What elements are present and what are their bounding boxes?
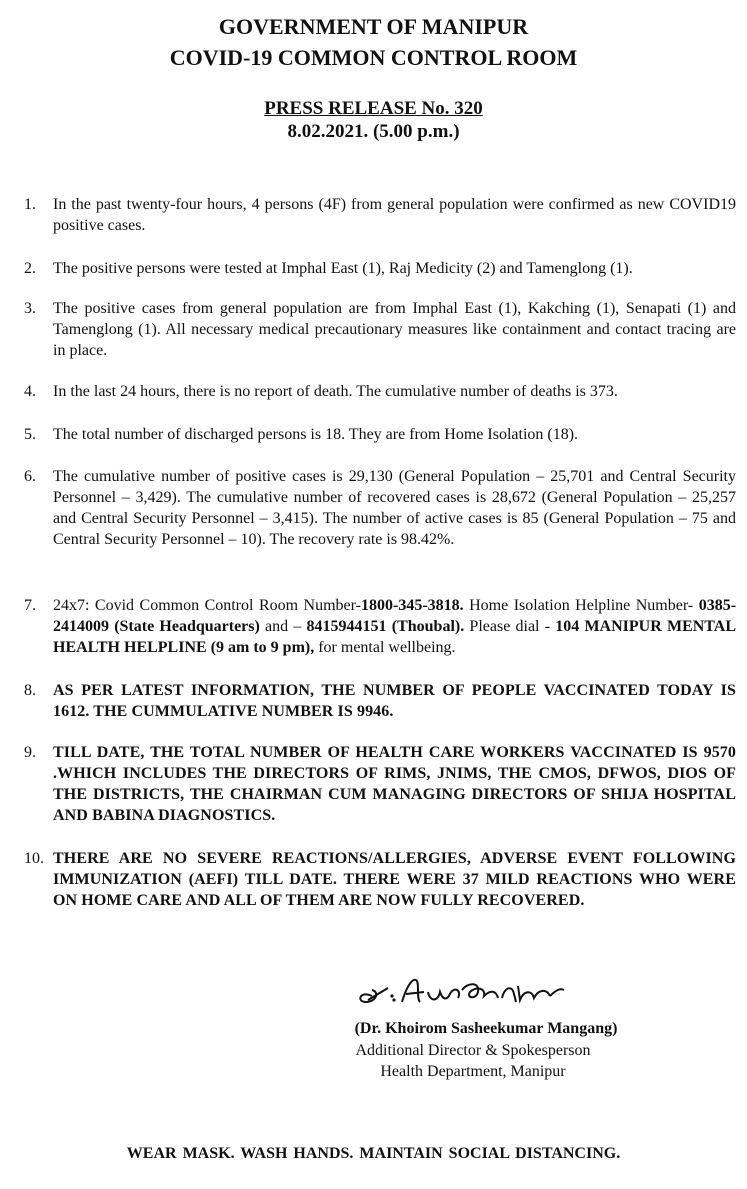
- list-item-2: [24, 258, 736, 279]
- helpline-text-3: and –: [259, 618, 307, 635]
- helpline-text-1: 24x7: Covid Common Control Room Number-: [53, 597, 361, 614]
- header-control-room: COVID-19 COMMON CONTROL ROOM: [169, 45, 578, 70]
- footer-slogan: WEAR MASK. WASH HANDS. MAINTAIN SOCIAL DISTANCING.: [126, 1145, 621, 1162]
- list-item-7: [24, 595, 736, 658]
- item-number: 6.: [24, 468, 36, 485]
- item-number: 10.: [24, 850, 44, 867]
- item-text: AS PER LATEST INFORMATION, THE NUMBER OF PEOPLE VACCINATED TODAY IS 1612. THE CUMMULATIVE NUMBER IS 9946.: [53, 682, 736, 720]
- press-release-number: [0, 98, 747, 120]
- press-release-date: 8.02.2021. (5.00 p.m.): [287, 121, 460, 142]
- control-room-number: 1800-345-3818.: [360, 597, 464, 614]
- state-hq-number: 0385-2414009 (State Headquarters): [53, 597, 737, 635]
- list-item-5: [24, 424, 736, 445]
- mental-health-helpline: 104 MANIPUR MENTAL HEALTH HELPLINE (9 am to 9 pm),: [53, 618, 736, 656]
- item-text: The positive persons were tested at Imphal East (1), Raj Medicity (2) and Tamenglong (1).: [53, 260, 633, 277]
- item-text: In the last 24 hours, there is no report of death. The cumulative number of deaths is 373.: [53, 383, 618, 400]
- list-item-9: [24, 742, 736, 826]
- item-number: 3.: [24, 300, 36, 317]
- helpline-text-5: for mental wellbeing.: [314, 639, 456, 656]
- item-text: [53, 595, 736, 658]
- list-item-8: [24, 680, 736, 722]
- signatory-name: (Dr. Khoirom Sasheekumar Mangang): [354, 1020, 618, 1037]
- header-government: GOVERNMENT OF MANIPUR: [218, 14, 529, 39]
- item-number: 2.: [24, 260, 36, 277]
- list-item-3: [24, 298, 736, 361]
- signatory-title: Additional Director & Spokesperson: [355, 1042, 591, 1059]
- item-number: 9.: [24, 744, 36, 761]
- list-item-10: [24, 848, 736, 911]
- item-number: 7.: [24, 597, 36, 614]
- item-text: The cumulative number of positive cases is 29,130 (General Population – 25,701 and Central Security Personnel – 3,429). The cumulative number of recovered cases is 28,672 (General Population – 25,257 and Central Security Personnel – 3,415). The number of active cases is 85 (General Population – 75 and Central Security Personnel – 10). The recovery rate is 98.42%.: [53, 468, 736, 548]
- helpline-text-2: Home Isolation Helpline Number-: [463, 597, 699, 614]
- item-number: 1.: [24, 196, 36, 213]
- item-number: 8.: [24, 682, 36, 699]
- list-item-6: [24, 466, 736, 550]
- item-text: In the past twenty-four hours, 4 persons (4F) from general population were confirmed as new COVID19 positive cases.: [53, 196, 736, 234]
- item-number: 5.: [24, 426, 36, 443]
- item-text: The positive cases from general population are from Imphal East (1), Kakching (1), Senapati (1) and Tamenglong (1). All necessary medical precautionary measures like containment and contact tracing are in place.: [53, 300, 736, 359]
- list-item-4: [24, 381, 736, 402]
- item-text: The total number of discharged persons is 18. They are from Home Isolation (18).: [53, 426, 579, 443]
- signatory-department: Health Department, Manipur: [380, 1063, 566, 1080]
- item-number: 4.: [24, 383, 36, 400]
- signature-image: [350, 968, 590, 1012]
- press-release-number-text: PRESS RELEASE No. 320: [264, 98, 483, 119]
- thoubal-number: 8415944151 (Thoubal).: [306, 618, 465, 635]
- list-item-1: [24, 194, 736, 236]
- item-text: TILL DATE, THE TOTAL NUMBER OF HEALTH CARE WORKERS VACCINATED IS 9570 .WHICH INCLUDES THE DIRECTORS OF RIMS, JNIMS, THE CMOS, DFWOS, DIOS OF THE DISTRICTS, THE CHAIRMAN CUM MANAGING DIRECTORS OF SHIJA HOSPITAL AND BABINA DIAGNOSTICS.: [53, 744, 736, 824]
- item-text: THERE ARE NO SEVERE REACTIONS/ALLERGIES, ADVERSE EVENT FOLLOWING IMMUNIZATION (AEFI) TILL DATE. THERE WERE 37 MILD REACTIONS WHO WERE ON HOME CARE AND ALL OF THEM ARE NOW FULLY RECOVERED.: [53, 850, 736, 909]
- helpline-text-4: Please dial -: [464, 618, 556, 635]
